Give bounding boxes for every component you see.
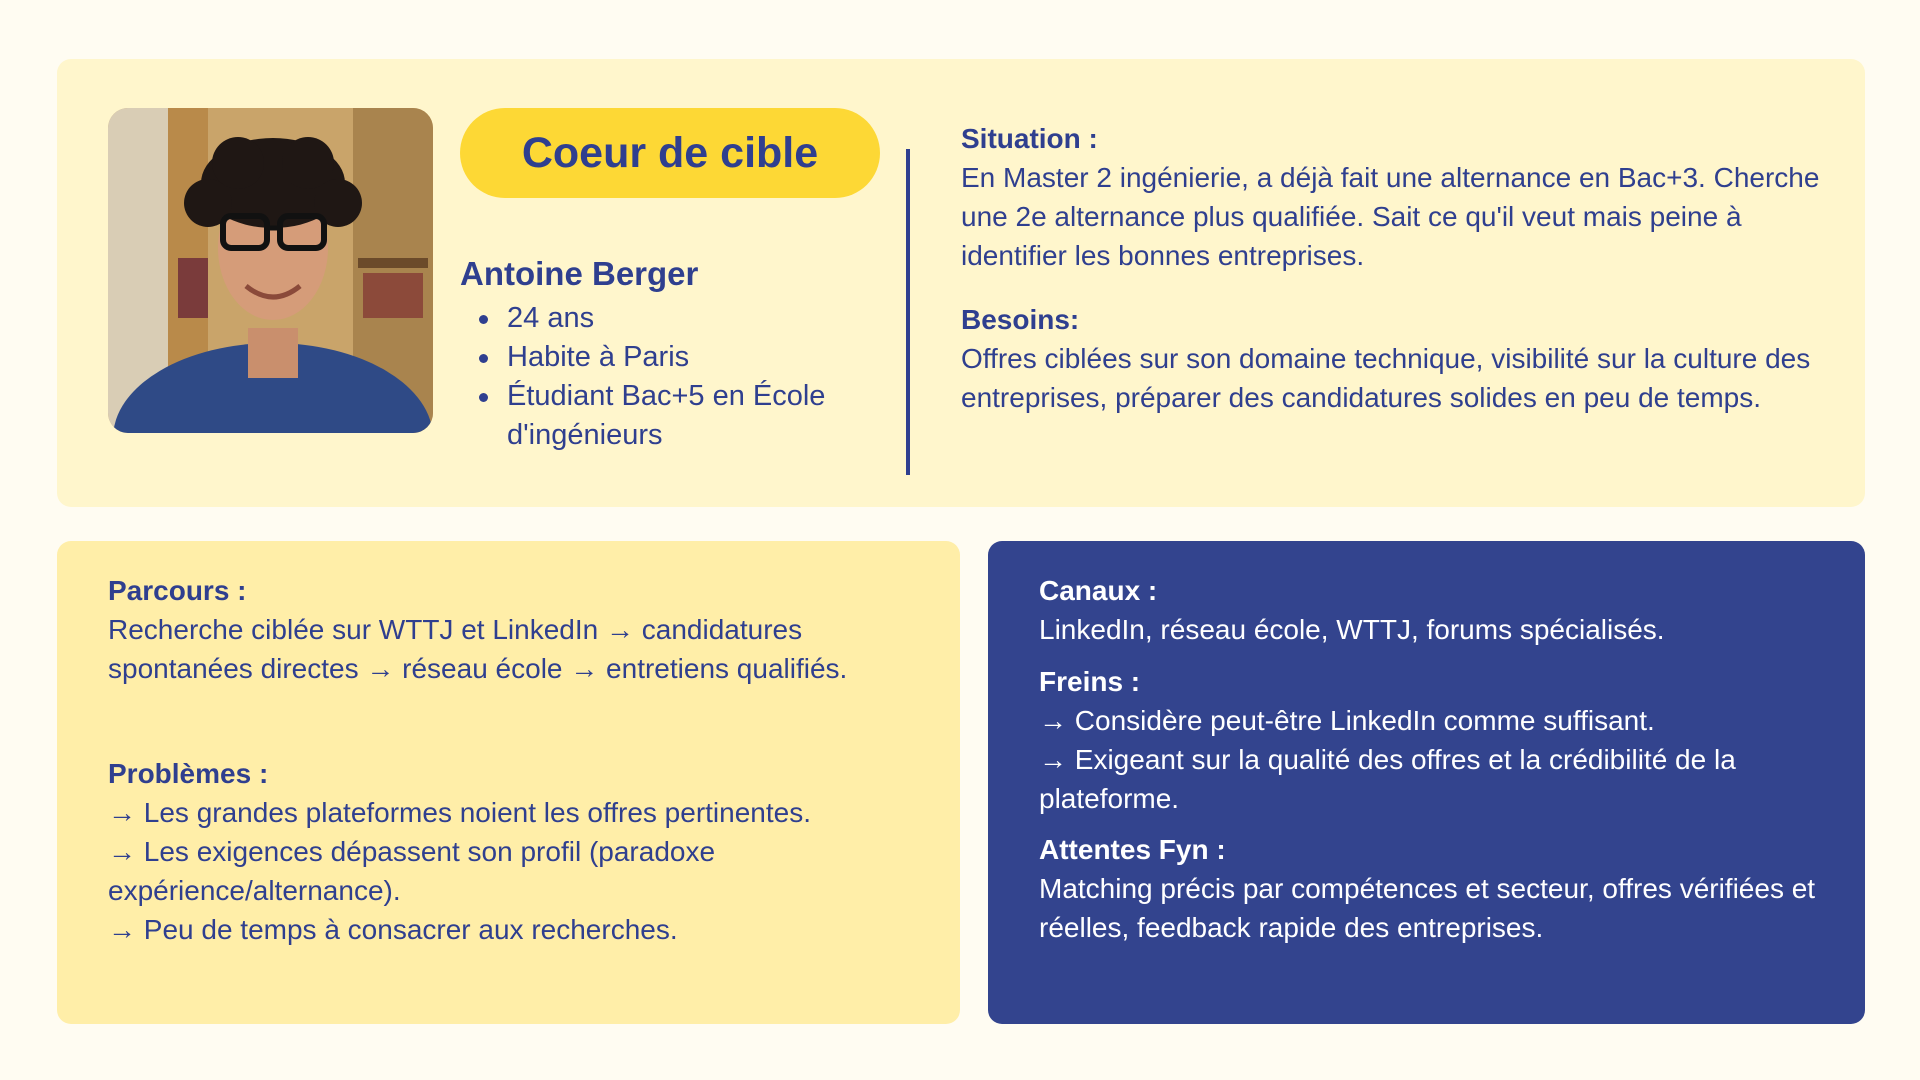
probleme-line: → Peu de temps à consacrer aux recherches. — [108, 914, 678, 945]
persona-photo — [108, 108, 433, 433]
besoins-heading: Besoins: — [961, 304, 1080, 335]
freins-heading: Freins : — [1039, 666, 1141, 697]
persona-facts — [469, 299, 889, 455]
freins-section — [1039, 662, 1829, 818]
problemes-heading: Problèmes : — [108, 758, 269, 789]
frein-line: → Considère peut-être LinkedIn comme suffisant. — [1039, 705, 1655, 736]
besoins-text: Offres ciblées sur son domaine technique, visibilité sur la culture des entreprises, préparer des candidatures solides en peu de temps. — [961, 343, 1811, 413]
parcours-text: Recherche ciblée sur WTTJ et LinkedIn → candidatures spontanées directes → réseau école → entretiens qualifiés. — [108, 614, 848, 684]
problemes-section — [108, 754, 908, 949]
attentes-section — [1039, 830, 1819, 947]
fact-item: Habite à Paris — [469, 338, 889, 377]
canaux-section — [1039, 571, 1819, 649]
vertical-divider — [906, 149, 910, 475]
attentes-heading: Attentes Fyn : — [1039, 834, 1226, 865]
persona-card — [57, 59, 1865, 507]
situation-heading: Situation : — [961, 123, 1098, 154]
fact-item: 24 ans — [469, 299, 889, 338]
target-badge: Coeur de cible — [460, 108, 880, 198]
attentes-text: Matching précis par compétences et secteur, offres vérifiées et réelles, feedback rapide des entreprises. — [1039, 873, 1816, 943]
channels-card — [988, 541, 1865, 1024]
parcours-section — [108, 571, 908, 688]
parcours-heading: Parcours : — [108, 575, 247, 606]
frein-line: → Exigeant sur la qualité des offres et la crédibilité de la plateforme. — [1039, 744, 1736, 814]
persona-name: Antoine Berger — [460, 255, 699, 292]
journey-card — [57, 541, 960, 1024]
canaux-text: LinkedIn, réseau école, WTTJ, forums spécialisés. — [1039, 614, 1665, 645]
situation-section — [961, 119, 1841, 275]
canaux-heading: Canaux : — [1039, 575, 1158, 606]
situation-text: En Master 2 ingénierie, a déjà fait une alternance en Bac+3. Cherche une 2e alternance plus qualifiée. Sait ce qu'il veut mais peine à identifier les bonnes entreprises. — [961, 162, 1820, 271]
probleme-line: → Les exigences dépassent son profil (paradoxe expérience/alternance). — [108, 836, 716, 906]
fact-item: Étudiant Bac+5 en École d'ingénieurs — [469, 377, 889, 455]
probleme-line: → Les grandes plateformes noient les offres pertinentes. — [108, 797, 811, 828]
besoins-section — [961, 300, 1821, 417]
